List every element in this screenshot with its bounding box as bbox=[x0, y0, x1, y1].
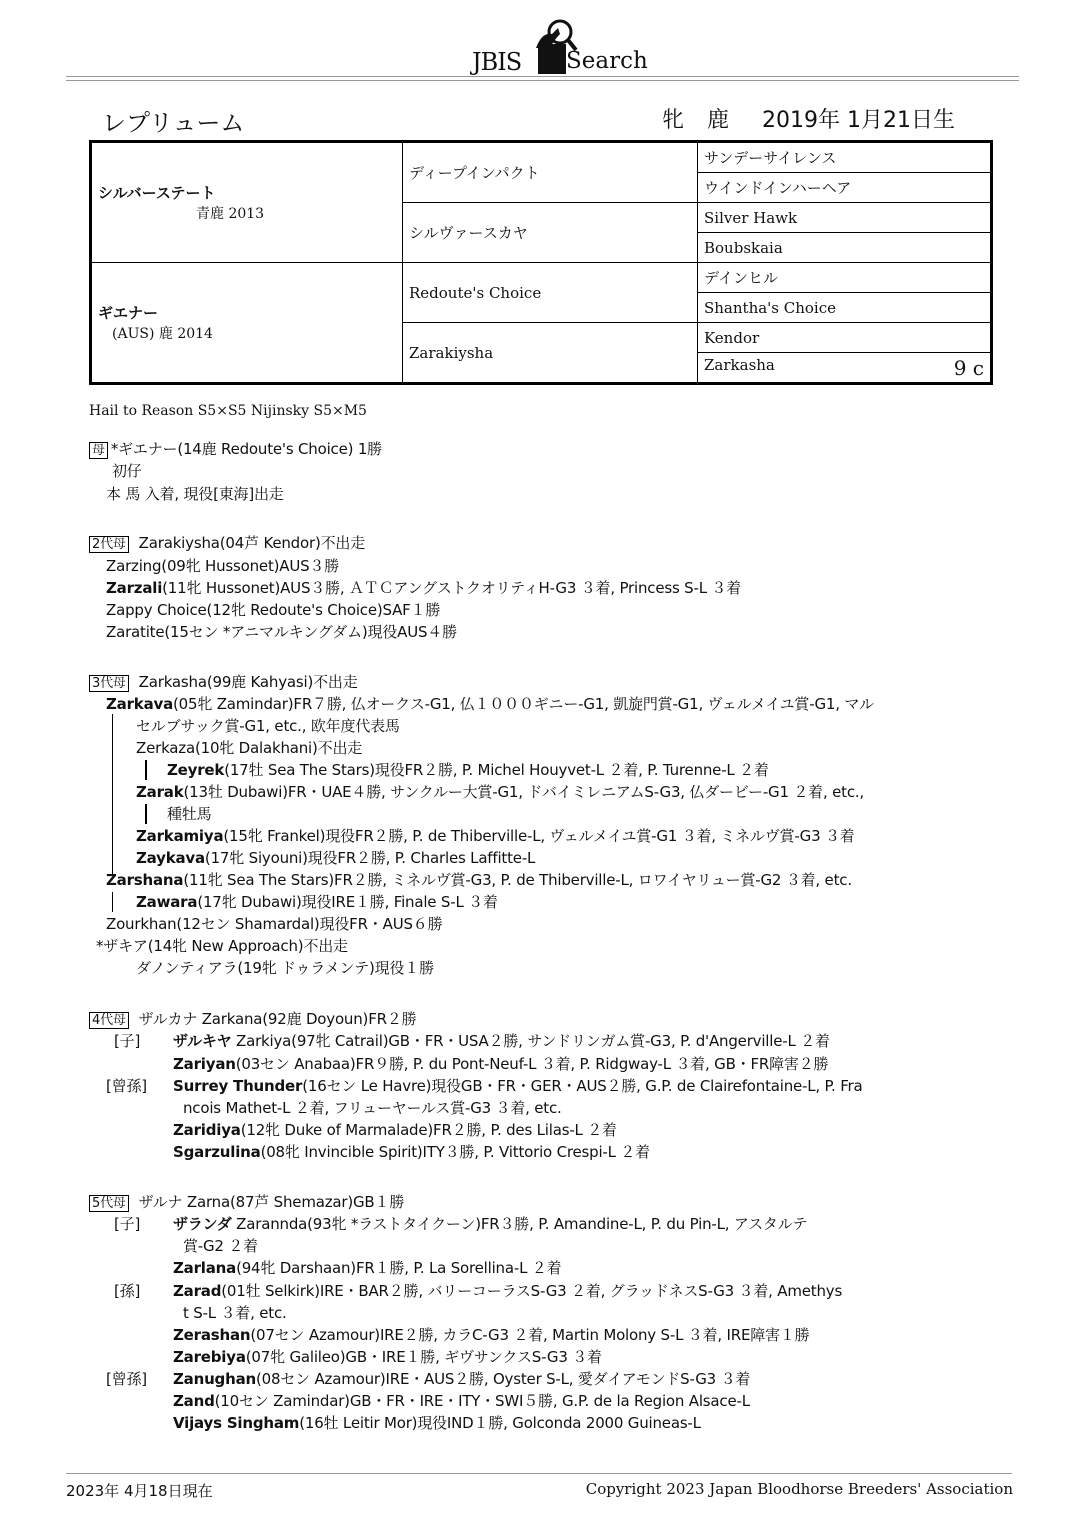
pedigree-table bbox=[89, 140, 993, 385]
horse-bold: Zarzali bbox=[106, 579, 163, 597]
record: (94牝 Darshaan)FR１勝, P. La Sorellina-L ２着 bbox=[236, 1259, 562, 1277]
g4-line bbox=[173, 1119, 617, 1141]
horse-bold: Zanughan bbox=[173, 1370, 256, 1388]
horse-bold: Vijays Singham bbox=[173, 1414, 300, 1432]
g5-line bbox=[173, 1324, 809, 1346]
dam-dam-cell: Zarakiysha bbox=[403, 323, 698, 384]
record: (03セン Anabaa)FR９勝, P. du Pont-Neuf-L ３着, P. Ridgway-L ３着, GB・FR障害２勝 bbox=[235, 1055, 829, 1073]
record: (07セン Azamour)IRE２勝, カラC-G3 ２着, Martin Molony S-L ３着, IRE障害１勝 bbox=[250, 1326, 810, 1344]
g5-line-cont: 賞-G2 ２着 bbox=[183, 1237, 258, 1255]
g3-line-cont: 種牡馬 bbox=[167, 805, 212, 823]
tree-line bbox=[145, 760, 147, 780]
g5-line bbox=[173, 1280, 842, 1302]
ddd-name: Zarkasha bbox=[704, 355, 775, 374]
dsd-cell: Shantha's Choice bbox=[698, 293, 992, 323]
record: (17牡 Sea The Stars)現役FR２勝, P. Michel Houyvet-L ２着, P. Turenne-L ２着 bbox=[224, 761, 769, 779]
g5-line bbox=[173, 1213, 807, 1235]
logo-text-left: JBIS bbox=[472, 48, 522, 76]
horse-bold: ザランダ bbox=[173, 1215, 232, 1233]
g5-line bbox=[173, 1368, 750, 1390]
sire-name: シルバーステート bbox=[98, 184, 216, 202]
header-rule bbox=[66, 76, 1019, 77]
dam-cell bbox=[91, 263, 403, 384]
record: (16牡 Leitir Mor)現役IND１勝, Golconda 2000 Guineas-L bbox=[299, 1414, 701, 1432]
g4-line bbox=[173, 1030, 830, 1052]
sire-info: 青鹿 2013 bbox=[196, 206, 265, 222]
g2-line bbox=[106, 577, 741, 599]
g2-line: Zappy Choice(12牝 Redoute's Choice)SAF１勝 bbox=[106, 601, 441, 619]
g2-header bbox=[89, 532, 365, 554]
horse-bold: Zarad bbox=[173, 1282, 222, 1300]
record: (12牝 Duke of Marmalade)FR２勝, P. des Lilas-L ２着 bbox=[240, 1121, 617, 1139]
section-tag: 母 bbox=[89, 442, 108, 459]
g3-line bbox=[167, 759, 769, 781]
g3-line bbox=[136, 847, 535, 869]
logo-text-right: Search bbox=[566, 48, 648, 74]
record: (01牡 Selkirk)IRE・BAR２勝, バリーコーラスS-G3 ２着, グラッドネスS-G3 ３着, Amethys bbox=[221, 1282, 843, 1300]
dam-record: *ギエナー(14鹿 Redoute's Choice) 1勝 bbox=[110, 440, 382, 458]
footer-rule bbox=[66, 1473, 1012, 1474]
tree-line bbox=[112, 714, 113, 876]
g3-line: Zourkhan(12セン Shamardal)現役FR・AUS６勝 bbox=[106, 915, 443, 933]
record: (10セン Zamindar)GB・FR・IRE・ITY・SWI５勝, G.P. de la Region Alsace-L bbox=[214, 1392, 750, 1410]
ssd-cell: ウインドインハーヘア bbox=[698, 173, 992, 203]
horse-bold: Surrey Thunder bbox=[173, 1077, 303, 1095]
sdd-cell: Boubskaia bbox=[698, 233, 992, 263]
horse-bold: Zeyrek bbox=[167, 761, 225, 779]
horse-sex-color: 牝 鹿 bbox=[662, 108, 737, 133]
sss-cell: サンデーサイレンス bbox=[698, 142, 992, 173]
g5-line bbox=[173, 1257, 561, 1279]
relation-label: [孫] bbox=[114, 1282, 141, 1300]
horse-bold: Zariyan bbox=[173, 1055, 236, 1073]
g3-line bbox=[136, 825, 855, 847]
g3-line-cont: セルブサック賞-G1, etc., 欧年度代表馬 bbox=[136, 717, 400, 735]
record: (17牝 Siyouni)現役FR２勝, P. Charles Laffitte-L bbox=[204, 849, 536, 867]
g3-line bbox=[106, 693, 874, 715]
record: (15牝 Frankel)現役FR２勝, P. de Thiberville-L, ヴェルメイユ賞-G1 ３着, ミネルヴ賞-G3 ３着 bbox=[223, 827, 855, 845]
g4-header bbox=[89, 1008, 416, 1030]
g2-head: Zarakiysha(04芦 Kendor)不出走 bbox=[138, 534, 365, 552]
g3-header bbox=[89, 671, 358, 693]
horse-bold: Zarlana bbox=[173, 1259, 237, 1277]
sire-sire-cell: ディープインパクト bbox=[403, 142, 698, 203]
g3-line bbox=[136, 781, 864, 803]
family-number: 9 c bbox=[953, 355, 984, 380]
horse-birth-date: 2019年 1月21日生 bbox=[762, 108, 955, 133]
horse-bold: Zaridiya bbox=[173, 1121, 241, 1139]
horse-bold: Zarshana bbox=[106, 871, 184, 889]
dam-note: 初仔 bbox=[112, 462, 142, 480]
g3-line bbox=[106, 869, 852, 891]
record: (11牝 Sea The Stars)FR２勝, ミネルヴ賞-G3, P. de Thiberville-L, ロワイヤリュー賞-G2 ３着, etc. bbox=[183, 871, 852, 889]
ddd-cell bbox=[698, 353, 992, 384]
horse-name: レプリューム bbox=[102, 109, 245, 137]
section-tag: 5代母 bbox=[89, 1195, 129, 1212]
g4-line bbox=[173, 1075, 863, 1097]
record: Zarkiya(97牝 Catrail)GB・FR・USA２勝, サンドリンガム賞-G3, P. d'Angerville-L ２着 bbox=[231, 1032, 830, 1050]
horse-bold: Zarkava bbox=[106, 695, 173, 713]
section-tag: 3代母 bbox=[89, 675, 129, 692]
record: (11牝 Hussonet)AUS３勝, ＡＴＣアングストクオリティH-G3 ３着, Princess S-L ３着 bbox=[162, 579, 742, 597]
header-rule-2 bbox=[66, 80, 1019, 81]
relation-label: [子] bbox=[114, 1032, 141, 1050]
horse-bold: Zarebiya bbox=[173, 1348, 246, 1366]
g4-line bbox=[173, 1141, 650, 1163]
g3-line: *ザキア(14牝 New Approach)不出走 bbox=[96, 937, 348, 955]
g3-line bbox=[136, 891, 498, 913]
g5-head: ザルナ Zarna(87芦 Shemazar)GB１勝 bbox=[138, 1193, 405, 1211]
footer-date: 2023年 4月18日現在 bbox=[66, 1482, 213, 1500]
tree-line bbox=[145, 804, 147, 824]
dam-line bbox=[89, 438, 382, 460]
record: (16セン Le Havre)現役GB・FR・GER・AUS２勝, G.P. de Clairefontaine-L, P. Fra bbox=[302, 1077, 863, 1095]
horse-bold: Sgarzulina bbox=[173, 1143, 261, 1161]
horse-bold: Zaykava bbox=[136, 849, 205, 867]
footer-copyright: Copyright 2023 Japan Bloodhorse Breeders' Association bbox=[585, 1480, 1013, 1498]
g4-line bbox=[173, 1053, 828, 1075]
g5-line-cont: t S-L ３着, etc. bbox=[183, 1304, 287, 1322]
g4-head: ザルカナ Zarkana(92鹿 Doyoun)FR２勝 bbox=[138, 1010, 417, 1028]
horse-bold: ザルキヤ bbox=[173, 1032, 232, 1050]
g5-line bbox=[173, 1412, 701, 1434]
horse-bold: Zawara bbox=[136, 893, 198, 911]
record: (13牡 Dubawi)FR・UAE４勝, サンクルー大賞-G1, ドバイミレニアムS-G3, 仏ダービー-G1 ２着, etc., bbox=[183, 783, 865, 801]
g3-head: Zarkasha(99鹿 Kahyasi)不出走 bbox=[138, 673, 358, 691]
dss-cell: デインヒル bbox=[698, 263, 992, 293]
relation-label: [曾孫] bbox=[106, 1077, 147, 1095]
horse-bold: Zerashan bbox=[173, 1326, 251, 1344]
dam-sire-cell: Redoute's Choice bbox=[403, 263, 698, 323]
g5-line bbox=[173, 1346, 602, 1368]
inbreeding-crosses: Hail to Reason S5×S5 Nijinsky S5×M5 bbox=[89, 403, 367, 419]
g3-line: Zerkaza(10牝 Dalakhani)不出走 bbox=[136, 739, 363, 757]
sds-cell: Silver Hawk bbox=[698, 203, 992, 233]
sire-dam-cell: シルヴァースカヤ bbox=[403, 203, 698, 263]
g5-header bbox=[89, 1191, 404, 1213]
horse-bold: Zand bbox=[173, 1392, 215, 1410]
horse-bold: Zarkamiya bbox=[136, 827, 224, 845]
g2-line: Zarzing(09牝 Hussonet)AUS３勝 bbox=[106, 557, 340, 575]
g5-line bbox=[173, 1390, 750, 1412]
relation-label: [曾孫] bbox=[106, 1370, 147, 1388]
sire-cell bbox=[91, 142, 403, 263]
record: (08セン Azamour)IRE・AUS２勝, Oyster S-L, 愛ダイアモンドS-G3 ３着 bbox=[255, 1370, 751, 1388]
record: (05牝 Zamindar)FR７勝, 仏オークス-G1, 仏１０００ギニー-G1, 凱旋門賞-G1, ヴェルメイユ賞-G1, マル bbox=[173, 695, 874, 713]
g4-line-cont: ncois Mathet-L ２着, フリューヤールス賞-G3 ３着, etc. bbox=[183, 1099, 562, 1117]
record: (08牝 Invincible Spirit)ITY３勝, P. Vittorio Crespi-L ２着 bbox=[260, 1143, 650, 1161]
record: Zarannda(93牝 *ラストタイクーン)FR３勝, P. Amandine-L, P. du Pin-L, アスタルテ bbox=[231, 1215, 808, 1233]
dam-produce: 本 馬 入着, 現役[東海]出走 bbox=[106, 485, 284, 503]
dds-cell: Kendor bbox=[698, 323, 992, 353]
g3-line: ダノンティアラ(19牝 ドゥラメンテ)現役１勝 bbox=[136, 959, 434, 977]
relation-label: [子] bbox=[114, 1215, 141, 1233]
horse-bold: Zarak bbox=[136, 783, 184, 801]
section-tag: 2代母 bbox=[89, 536, 129, 553]
section-tag: 4代母 bbox=[89, 1012, 129, 1029]
dam-name: ギエナー bbox=[98, 304, 159, 322]
tree-line bbox=[112, 892, 113, 912]
dam-info: (AUS) 鹿 2014 bbox=[112, 326, 213, 342]
g2-line: Zaratite(15セン *アニマルキングダム)現役AUS４勝 bbox=[106, 623, 457, 641]
logo-book-icon bbox=[538, 44, 566, 74]
record: (07牝 Galileo)GB・IRE１勝, ギヴサンクスS-G3 ３着 bbox=[245, 1348, 602, 1366]
record: (17牝 Dubawi)現役IRE１勝, Finale S-L ３着 bbox=[197, 893, 498, 911]
jbis-search-logo bbox=[468, 14, 648, 76]
